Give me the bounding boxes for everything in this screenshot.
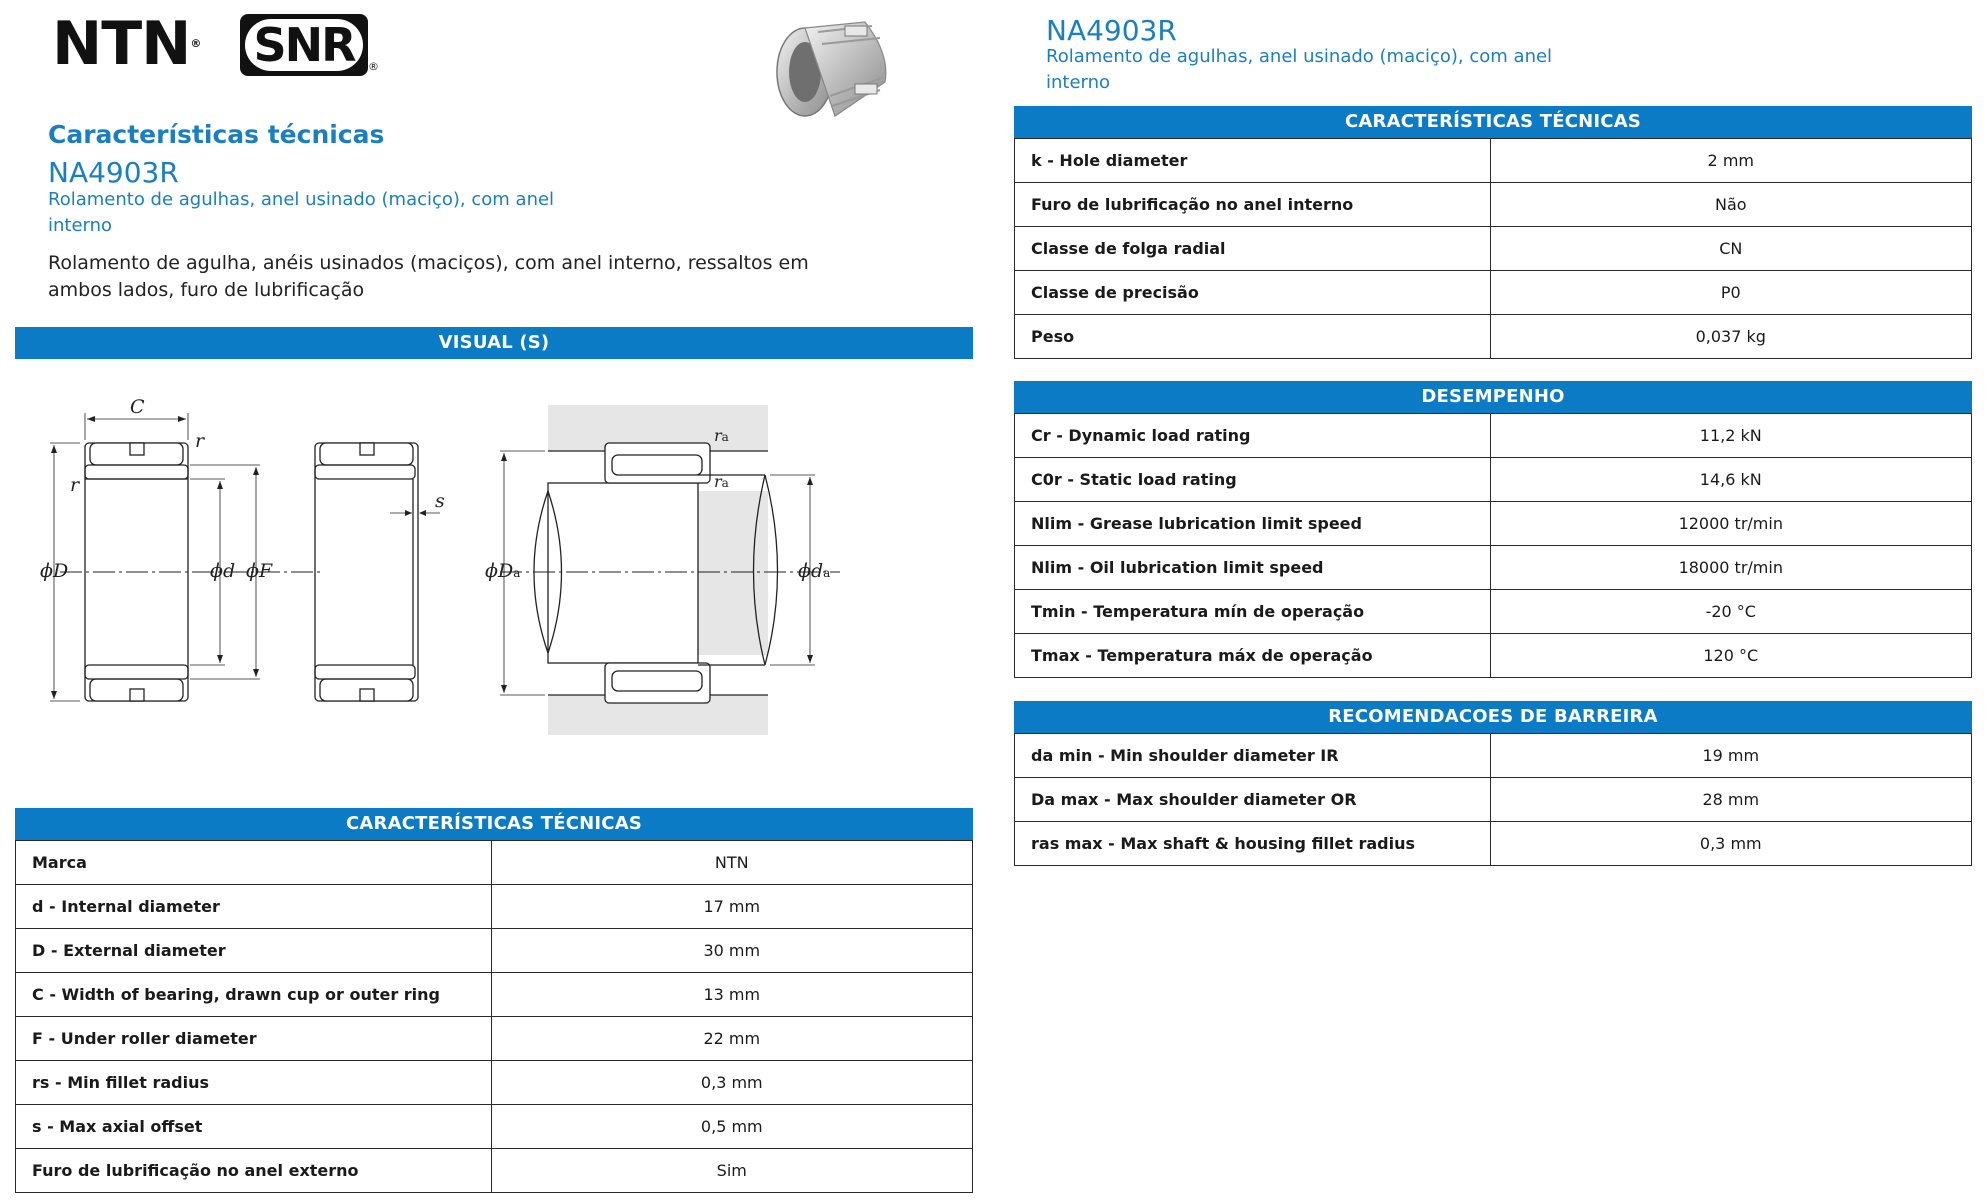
label-r-top: r bbox=[195, 430, 205, 452]
table-row bbox=[1015, 590, 1972, 634]
label-d: ϕd bbox=[210, 560, 236, 582]
spec-key: Tmin - Temperatura mín de operação bbox=[1015, 590, 1491, 634]
spec-value: 11,2 kN bbox=[1490, 414, 1971, 458]
table-row bbox=[1015, 734, 1972, 778]
spec-key: F - Under roller diameter bbox=[16, 1017, 492, 1061]
spec-value: 2 mm bbox=[1490, 139, 1971, 183]
spec-value: 14,6 kN bbox=[1490, 458, 1971, 502]
spec-key: s - Max axial offset bbox=[16, 1105, 492, 1149]
table-row bbox=[1015, 227, 1972, 271]
table-row bbox=[16, 841, 973, 885]
spec-key: Nlim - Grease lubrication limit speed bbox=[1015, 502, 1491, 546]
label-D: ϕD bbox=[40, 560, 69, 582]
table-row bbox=[16, 929, 973, 973]
label-s: s bbox=[435, 490, 445, 512]
spec-value: 19 mm bbox=[1490, 734, 1971, 778]
bearing-product-image bbox=[760, 14, 900, 124]
spec-key: D - External diameter bbox=[16, 929, 492, 973]
right-model-subtitle: Rolamento de agulhas, anel usinado (maciço), com anel interno bbox=[1046, 46, 1553, 93]
spec-key: d - Internal diameter bbox=[16, 885, 492, 929]
spec-value: CN bbox=[1490, 227, 1971, 271]
tech-left-table bbox=[15, 840, 973, 1193]
page-heading: Características técnicas bbox=[48, 120, 385, 149]
spec-value: Sim bbox=[491, 1149, 972, 1193]
spec-value: 17 mm bbox=[491, 885, 972, 929]
model-code: NA4903R bbox=[48, 156, 179, 189]
label-r-left: r bbox=[70, 474, 80, 496]
ntn-logo bbox=[52, 9, 201, 79]
spec-key: C - Width of bearing, drawn cup or outer ring bbox=[16, 973, 492, 1017]
spec-value: 22 mm bbox=[491, 1017, 972, 1061]
table-row bbox=[16, 973, 973, 1017]
ntn-registered-mark: ® bbox=[190, 37, 201, 50]
drawing-axial-offset bbox=[315, 443, 440, 701]
spec-key: Marca bbox=[16, 841, 492, 885]
table-row bbox=[16, 1017, 973, 1061]
table-row bbox=[16, 1105, 973, 1149]
table-row bbox=[1015, 414, 1972, 458]
barrier-table bbox=[1014, 733, 1972, 866]
spec-value: P0 bbox=[1490, 271, 1971, 315]
spec-value: 12000 tr/min bbox=[1490, 502, 1971, 546]
performance-table bbox=[1014, 413, 1972, 678]
spec-value: 0,5 mm bbox=[491, 1105, 972, 1149]
table-row bbox=[1015, 458, 1972, 502]
spec-key: Peso bbox=[1015, 315, 1491, 359]
model-subtitle: Rolamento de agulhas, anel usinado (maciço), com anel interno bbox=[48, 189, 555, 236]
tech-right-table bbox=[1014, 138, 1972, 359]
visual-section-header: VISUAL (S) bbox=[15, 327, 973, 359]
spec-value: -20 °C bbox=[1490, 590, 1971, 634]
spec-key: Classe de precisão bbox=[1015, 271, 1491, 315]
table-row bbox=[1015, 271, 1972, 315]
spec-key: Da max - Max shoulder diameter OR bbox=[1015, 778, 1491, 822]
table-row bbox=[1015, 315, 1972, 359]
table-row bbox=[1015, 822, 1972, 866]
spec-value: Não bbox=[1490, 183, 1971, 227]
spec-key: Furo de lubrificação no anel interno bbox=[1015, 183, 1491, 227]
spec-key: Furo de lubrificação no anel externo bbox=[16, 1149, 492, 1193]
spec-key: Tmax - Temperatura máx de operação bbox=[1015, 634, 1491, 678]
tech-left-header: CARACTERÍSTICAS TÉCNICAS bbox=[15, 808, 973, 840]
spec-key: da min - Min shoulder diameter IR bbox=[1015, 734, 1491, 778]
performance-header: DESEMPENHO bbox=[1014, 381, 1972, 413]
label-C: C bbox=[130, 396, 145, 418]
label-ra-top: ra bbox=[714, 426, 729, 445]
spec-key: Cr - Dynamic load rating bbox=[1015, 414, 1491, 458]
snr-registered-mark: ® bbox=[368, 60, 379, 73]
spec-key: C0r - Static load rating bbox=[1015, 458, 1491, 502]
spec-key: rs - Min fillet radius bbox=[16, 1061, 492, 1105]
drawing-mounting bbox=[500, 405, 840, 735]
spec-value: 30 mm bbox=[491, 929, 972, 973]
product-description: Rolamento de agulha, anéis usinados (maciços), com anel interno, ressaltos em ambos lados, furo de lubrificação bbox=[48, 252, 809, 301]
label-F: ϕF bbox=[246, 560, 273, 582]
label-da: ϕda bbox=[798, 560, 831, 582]
table-row bbox=[1015, 502, 1972, 546]
spec-key: Classe de folga radial bbox=[1015, 227, 1491, 271]
table-row bbox=[1015, 139, 1972, 183]
tech-right-header: CARACTERÍSTICAS TÉCNICAS bbox=[1014, 106, 1972, 138]
barrier-header: RECOMENDACOES DE BARREIRA bbox=[1014, 701, 1972, 733]
spec-key: k - Hole diameter bbox=[1015, 139, 1491, 183]
right-model-code: NA4903R bbox=[1046, 14, 1177, 47]
drawing-bearing-section bbox=[50, 413, 320, 701]
snr-logo-text: SNR bbox=[245, 19, 362, 71]
table-row bbox=[16, 885, 973, 929]
table-row bbox=[16, 1061, 973, 1105]
table-row bbox=[16, 1149, 973, 1193]
ntn-logo-text: NTN bbox=[52, 9, 191, 79]
table-row bbox=[1015, 546, 1972, 590]
table-row bbox=[1015, 778, 1972, 822]
spec-value: 28 mm bbox=[1490, 778, 1971, 822]
spec-value: 18000 tr/min bbox=[1490, 546, 1971, 590]
spec-key: Nlim - Oil lubrication limit speed bbox=[1015, 546, 1491, 590]
spec-value: NTN bbox=[491, 841, 972, 885]
label-ra-mid: ra bbox=[714, 472, 729, 491]
spec-value: 120 °C bbox=[1490, 634, 1971, 678]
table-row bbox=[1015, 183, 1972, 227]
spec-value: 0,3 mm bbox=[491, 1061, 972, 1105]
spec-value: 0,037 kg bbox=[1490, 315, 1971, 359]
drawing-labels-1 bbox=[40, 396, 273, 582]
label-Da: ϕDa bbox=[485, 560, 521, 582]
table-row bbox=[1015, 634, 1972, 678]
spec-value: 13 mm bbox=[491, 973, 972, 1017]
bearing-technical-drawing bbox=[30, 395, 850, 740]
snr-logo bbox=[240, 14, 368, 76]
spec-value: 0,3 mm bbox=[1490, 822, 1971, 866]
spec-key: ras max - Max shaft & housing fillet radius bbox=[1015, 822, 1491, 866]
